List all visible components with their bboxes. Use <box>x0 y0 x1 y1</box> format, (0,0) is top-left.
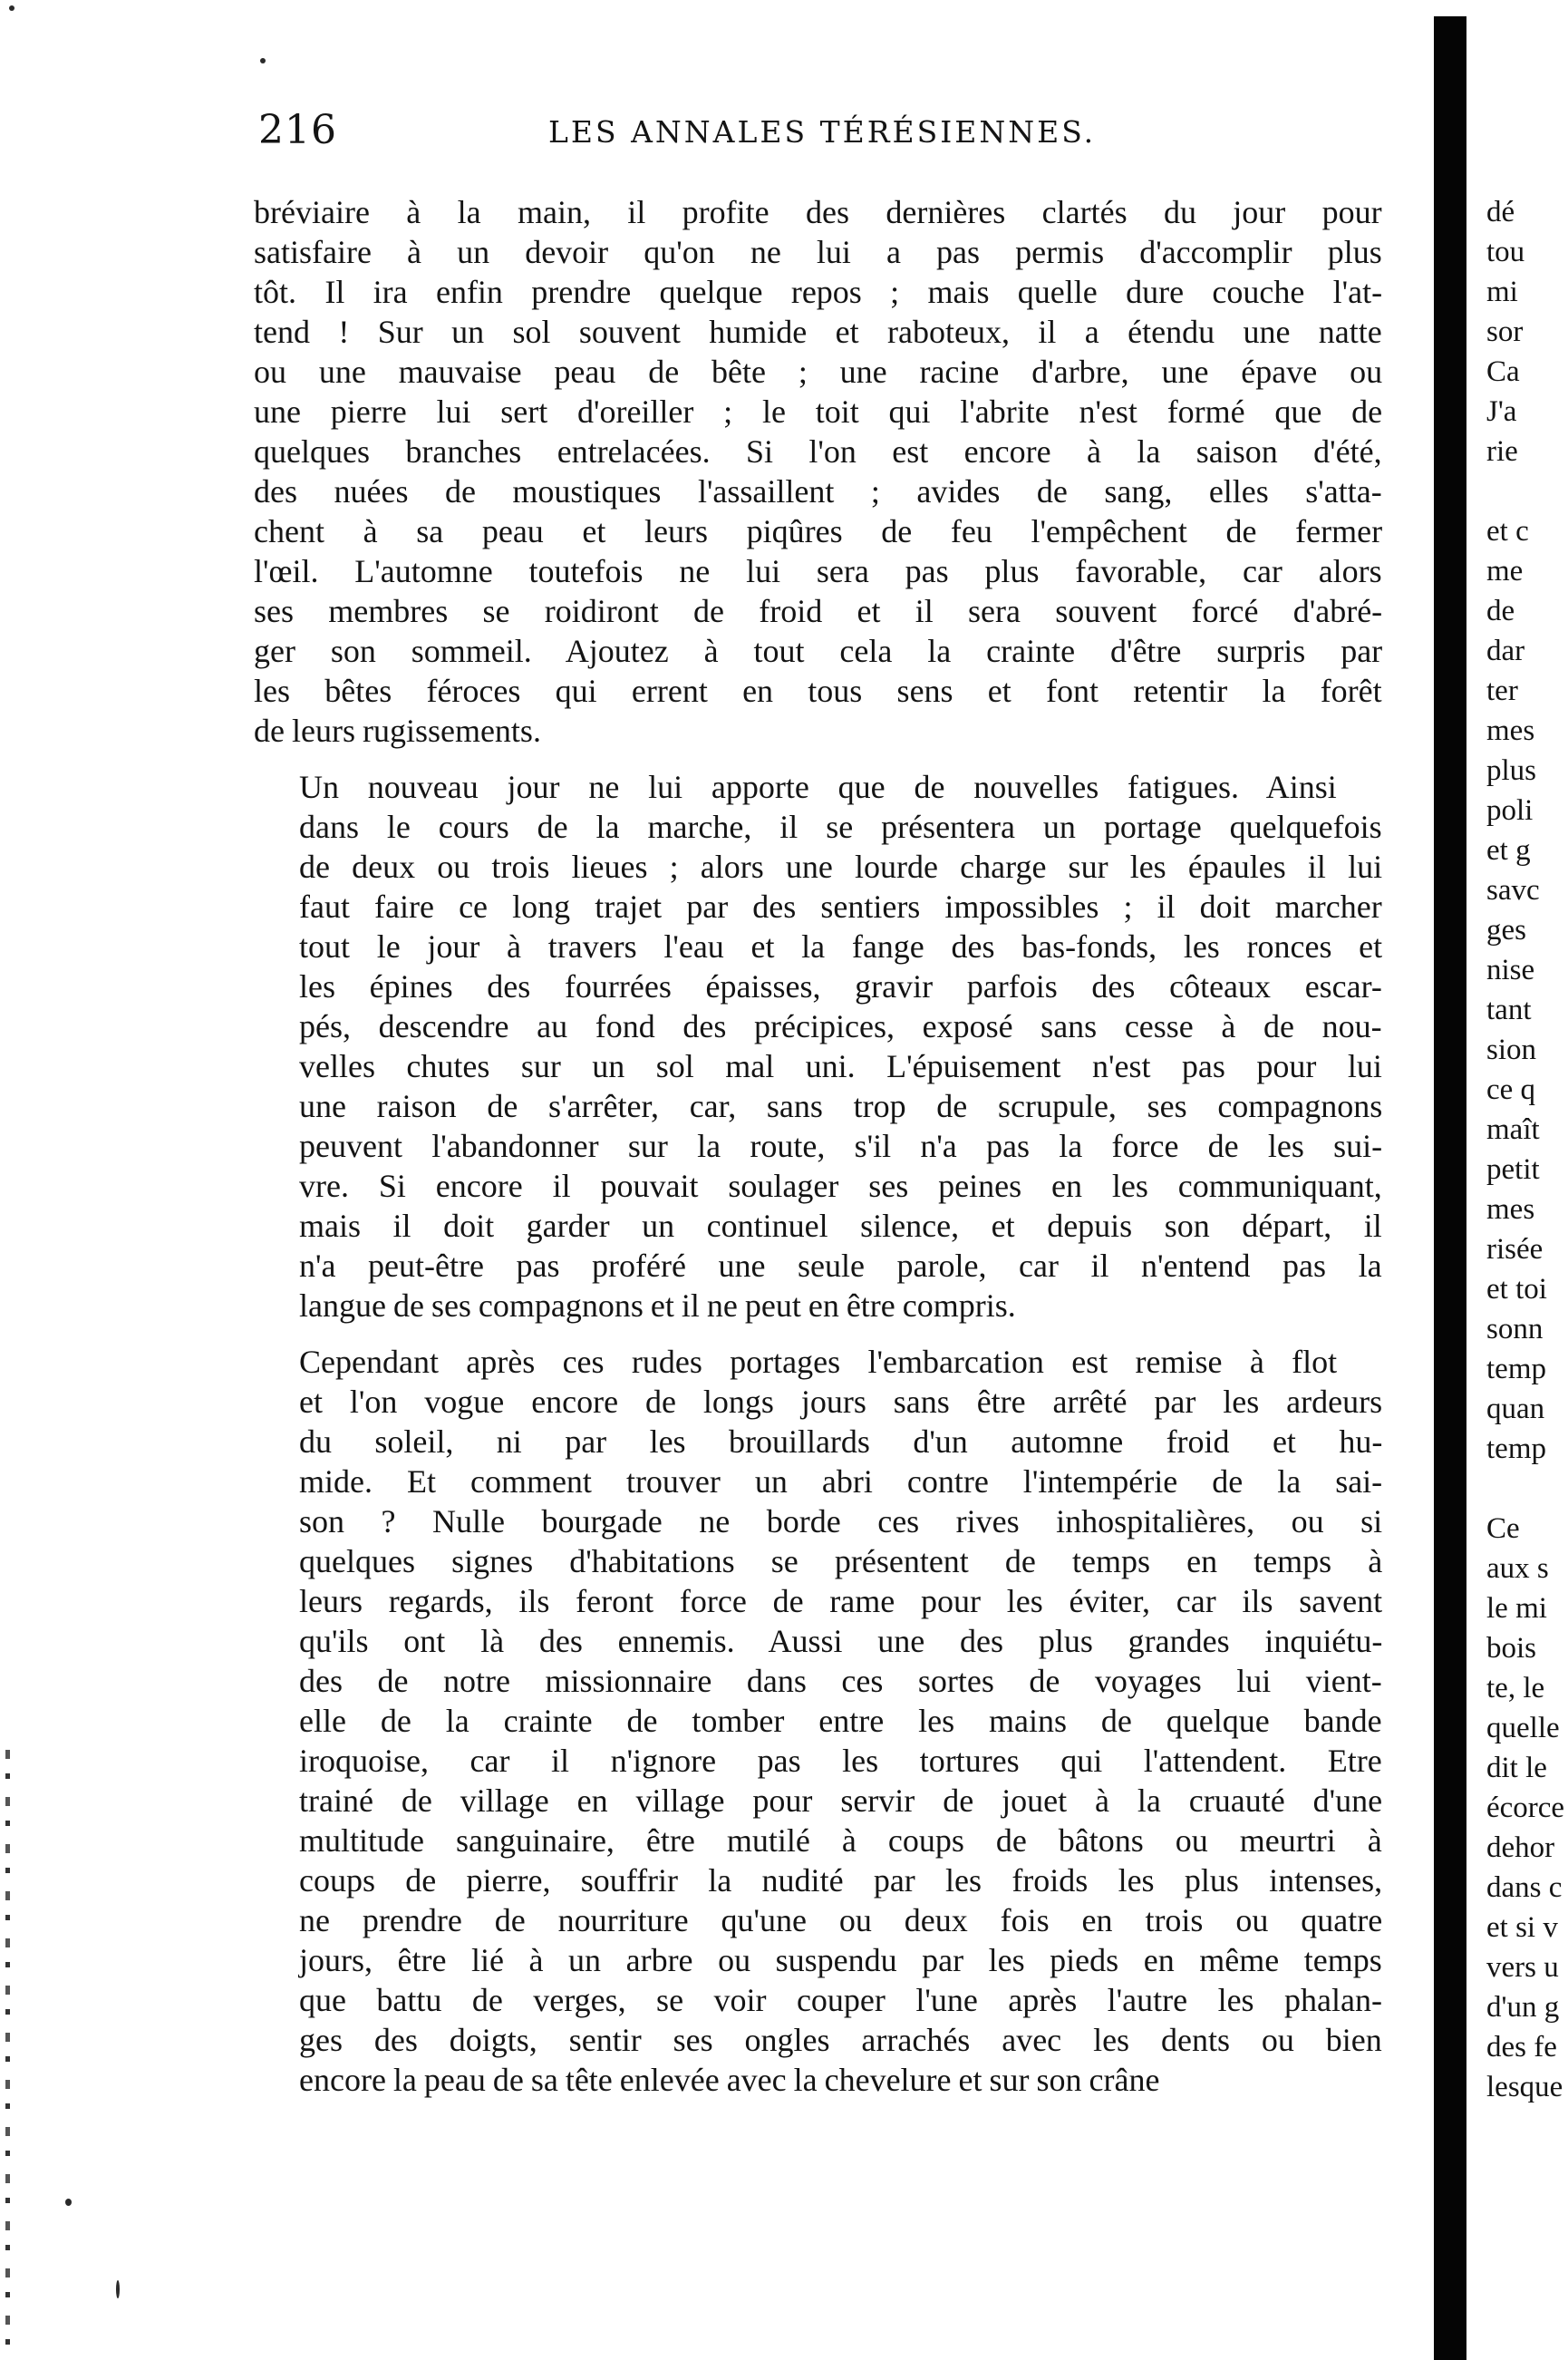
text-line: velles chutes sur un sol mal uni. L'épuisement n'est pas pour lui <box>299 1048 1382 1084</box>
facing-text-fragment: quelle <box>1486 1712 1560 1744</box>
facing-text-fragment: ce q <box>1486 1073 1536 1106</box>
text-line: une pierre lui sert d'oreiller ; le toit qui l'abrite n'est formé que de <box>254 393 1382 430</box>
text-line: peuvent l'abandonner sur la route, s'il n'a pas la force de les sui- <box>299 1128 1382 1164</box>
facing-text-fragment: dit le <box>1486 1752 1547 1784</box>
facing-text-fragment: écorce <box>1486 1792 1565 1824</box>
scan-speck <box>65 2199 72 2206</box>
facing-text-fragment: dehor <box>1486 1831 1555 1864</box>
facing-text-fragment: et si v <box>1486 1911 1558 1944</box>
text-line: Cependant après ces rudes portages l'embarcation est remise à flot <box>299 1344 1338 1380</box>
text-line: n'a peut-être pas proféré une seule parole, car il n'entend pas la <box>299 1248 1382 1284</box>
text-line: satisfaire à un devoir qu'on ne lui a pas permis d'accomplir plus <box>254 234 1382 270</box>
paragraph <box>254 1342 1382 2100</box>
facing-text-fragment: quan <box>1486 1393 1545 1425</box>
facing-text-fragment: rie <box>1486 435 1518 468</box>
text-line: tout le jour à travers l'eau et la fange des bas-fonds, les ronces et <box>299 928 1382 965</box>
text-line: des nuées de moustiques l'assaillent ; avides de sang, elles s'atta- <box>254 473 1382 510</box>
facing-text-fragment: mes <box>1486 1193 1535 1226</box>
facing-text-fragment: mi <box>1486 276 1518 308</box>
facing-text-fragment: tou <box>1486 236 1525 268</box>
text-line: les bêtes féroces qui errent en tous sens et font retentir la forêt <box>254 673 1382 709</box>
facing-text-fragment: plus <box>1486 754 1537 787</box>
facing-text-fragment: bois <box>1486 1632 1537 1665</box>
running-header <box>258 107 1382 161</box>
facing-text-fragment: me <box>1486 555 1524 588</box>
paragraph <box>254 767 1382 1326</box>
facing-text-fragment: temp <box>1486 1433 1546 1465</box>
text-line: iroquoise, car il n'ignore pas les tortures qui l'attendent. Etre <box>299 1743 1382 1779</box>
facing-text-fragment: et c <box>1486 515 1529 548</box>
facing-text-fragment: ges <box>1486 914 1526 947</box>
text-line: multitude sanguinaire, être mutilé à coups de bâtons ou meurtri à <box>299 1822 1382 1859</box>
facing-text-fragment: temp <box>1486 1353 1546 1385</box>
text-line: son ? Nulle bourgade ne borde ces rives inhospitalières, ou si <box>299 1503 1382 1539</box>
text-line: l'œil. L'automne toutefois ne lui sera pas plus favorable, car alors <box>254 553 1382 589</box>
facing-text-fragment: des fe <box>1486 2031 1557 2064</box>
text-line: des de notre missionnaire dans ces sortes de voyages lui vient- <box>299 1663 1382 1699</box>
facing-text-fragment: aux s <box>1486 1552 1549 1585</box>
main-text-column <box>254 192 1382 2100</box>
facing-text-fragment: tant <box>1486 994 1532 1026</box>
scan-speck <box>116 2280 120 2298</box>
text-line: ges des doigts, sentir ses ongles arrachés avec les dents ou bien <box>299 2022 1382 2058</box>
text-line: bréviaire à la main, il profite des dernières clartés du jour pour <box>254 194 1382 230</box>
scan-speck <box>260 58 266 63</box>
facing-text-fragment: et g <box>1486 834 1531 867</box>
facing-text-fragment: te, le <box>1486 1672 1545 1704</box>
facing-text-fragment: Ce <box>1486 1512 1520 1545</box>
text-line: faut faire ce long trajet par des sentiers impossibles ; il doit marcher <box>299 889 1382 925</box>
text-line: de leurs rugissements. <box>254 713 541 749</box>
text-line: ou une mauvaise peau de bête ; une racine d'arbre, une épave ou <box>254 354 1382 390</box>
facing-text-fragment: nise <box>1486 954 1535 986</box>
facing-text-fragment <box>1486 1469 1568 1509</box>
facing-text-fragment: poli <box>1486 794 1534 827</box>
facing-text-fragment: dans c <box>1486 1871 1563 1904</box>
text-line: leurs regards, ils feront force de rame pour les éviter, car ils savent <box>299 1583 1382 1619</box>
text-line: et l'on vogue encore de longs jours sans être arrêté par les ardeurs <box>299 1384 1382 1420</box>
text-line: quelques branches entrelacées. Si l'on est encore à la saison d'été, <box>254 433 1382 470</box>
facing-text-fragment: sonn <box>1486 1313 1544 1345</box>
page-number: 216 <box>258 107 337 153</box>
facing-text-fragment: vers u <box>1486 1951 1559 1984</box>
text-line: encore la peau de sa tête enlevée avec la chevelure et sur son crâne <box>299 2062 1160 2098</box>
running-title: LES ANNALES TÉRÉSIENNES. <box>548 114 1097 150</box>
text-line: ne prendre de nourriture qu'une ou deux fois en trois ou quatre <box>299 1902 1382 1938</box>
text-line: trainé de village en village pour servir de jouet à la cruauté d'une <box>299 1782 1382 1819</box>
text-line: jours, être lié à un arbre ou suspendu par les pieds en même temps <box>299 1942 1382 1978</box>
facing-text-fragment: risée <box>1486 1233 1544 1266</box>
facing-text-fragment: dé <box>1486 196 1515 228</box>
facing-text-fragment: sor <box>1486 316 1524 348</box>
text-line: les épines des fourrées épaisses, gravir parfois des côteaux escar- <box>299 968 1382 1005</box>
facing-text-fragment: lesque <box>1486 2071 1563 2103</box>
facing-text-fragment: sion <box>1486 1034 1537 1066</box>
facing-text-fragment: le mi <box>1486 1592 1547 1625</box>
facing-text-fragment: de <box>1486 595 1515 627</box>
facing-text-fragment: Ca <box>1486 355 1520 388</box>
text-line: vre. Si encore il pouvait soulager ses peines en les communiquant, <box>299 1168 1382 1204</box>
facing-text-fragment: dar <box>1486 635 1525 667</box>
facing-text-fragment: d'un g <box>1486 1991 1560 2024</box>
facing-text-fragment: mes <box>1486 714 1535 747</box>
text-line: qu'ils ont là des ennemis. Aussi une des plus grandes inquiétu- <box>299 1623 1382 1659</box>
text-line: une raison de s'arrêter, car, sans trop de scrupule, ses compagnons <box>299 1088 1382 1124</box>
text-line: mais il doit garder un continuel silence, et depuis son départ, il <box>299 1208 1382 1244</box>
text-line: quelques signes d'habitations se présentent de temps en temps à <box>299 1543 1382 1579</box>
text-line: dans le cours de la marche, il se présentera un portage quelquefois <box>299 809 1382 845</box>
text-line: ger son sommeil. Ajoutez à tout cela la crainte d'être surpris par <box>254 633 1382 669</box>
text-line: mide. Et comment trouver un abri contre l'intempérie de la sai- <box>299 1463 1382 1500</box>
facing-text-fragment: petit <box>1486 1153 1540 1186</box>
facing-text-fragment <box>1486 471 1568 511</box>
text-line: elle de la crainte de tomber entre les mains de quelque bande <box>299 1703 1382 1739</box>
text-line: tend ! Sur un sol souvent humide et raboteux, il a étendu une natte <box>254 314 1382 350</box>
facing-text-fragment: maît <box>1486 1113 1540 1146</box>
scan-streak <box>5 1750 10 2357</box>
text-line: pés, descendre au fond des précipices, exposé sans cesse à de nou- <box>299 1008 1382 1044</box>
page-gutter <box>1434 16 1466 2360</box>
text-line: coups de pierre, souffrir la nudité par les froids les plus intenses, <box>299 1862 1382 1899</box>
facing-page-fragment <box>1486 192 1568 2107</box>
paragraph <box>254 192 1382 751</box>
text-line: tôt. Il ira enfin prendre quelque repos ; mais quelle dure couche l'at- <box>254 274 1382 310</box>
facing-text-fragment: savc <box>1486 874 1540 907</box>
facing-text-fragment: ter <box>1486 675 1518 707</box>
text-line: ses membres se roidiront de froid et il sera souvent forcé d'abré- <box>254 593 1382 629</box>
text-line: que battu de verges, se voir couper l'une après l'autre les phalan- <box>299 1982 1382 2018</box>
text-line: de deux ou trois lieues ; alors une lourde charge sur les épaules il lui <box>299 849 1382 885</box>
facing-text-fragment: J'a <box>1486 395 1517 428</box>
text-line: Un nouveau jour ne lui apporte que de nouvelles fatigues. Ainsi <box>299 769 1337 805</box>
text-line: chent à sa peau et leurs piqûres de feu l'empêchent de fermer <box>254 513 1382 549</box>
text-line: du soleil, ni par les brouillards d'un automne froid et hu- <box>299 1423 1382 1460</box>
scan-artifacts <box>0 0 91 2360</box>
scan-speck <box>9 5 15 11</box>
facing-text-fragment: et toi <box>1486 1273 1547 1306</box>
text-line: langue de ses compagnons et il ne peut en être compris. <box>299 1287 1016 1324</box>
